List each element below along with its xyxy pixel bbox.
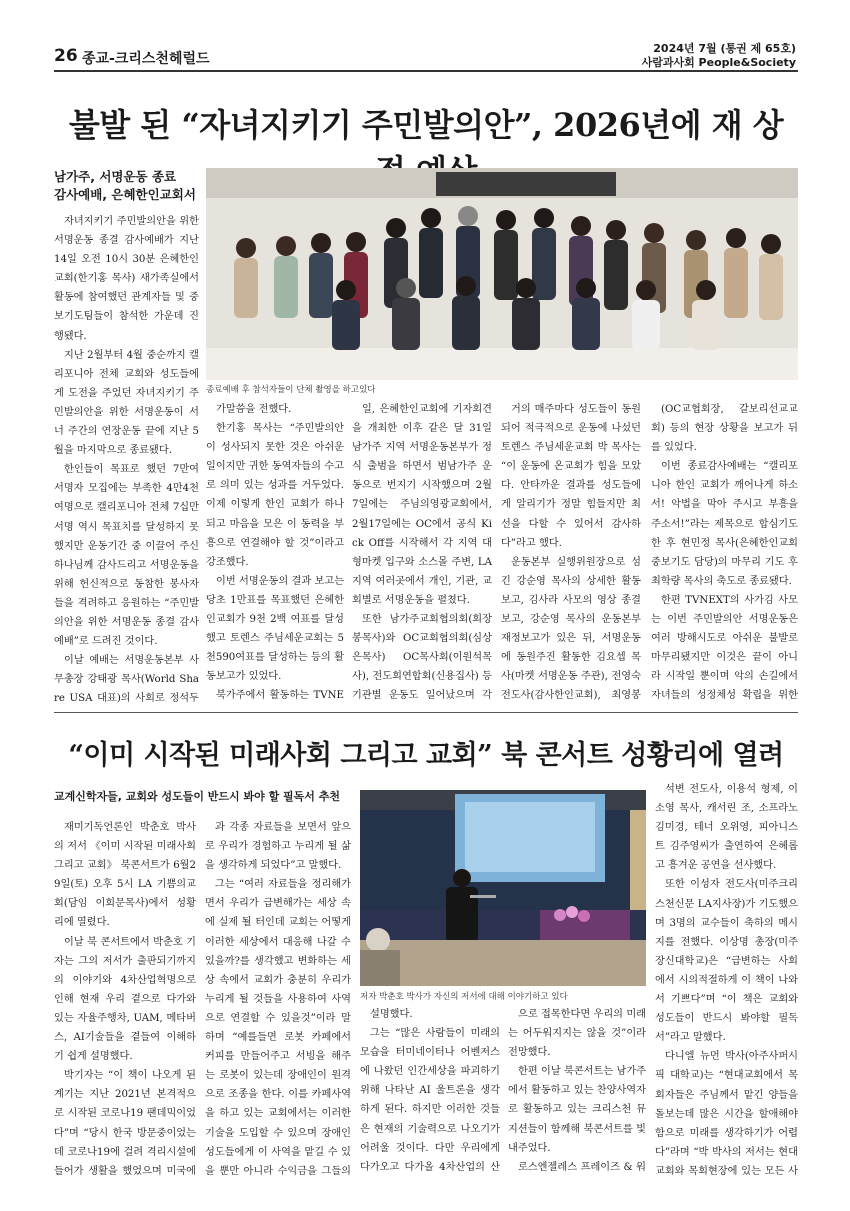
article1-subhead-line1: 남가주, 서명운동 종료 <box>54 169 177 184</box>
group-photo-illustration <box>206 168 798 380</box>
paragraph: 북가주에서 활동하는 TVNE <box>216 690 344 702</box>
article2-subhead: 교계신학자들, 교회와 성도들이 반드시 봐야 할 필독서 추천 <box>54 790 341 803</box>
article1-column-2 <box>206 400 344 704</box>
page-number: 26 <box>54 46 78 66</box>
paragraph: 또한 남가주교회협의회(회장 봉목사)와 OC교회협의회(심상은목사) OC목사회(이원석목사), 전도회연합회(신용집사) 등 기관별 운동도 일어났으며 각 <box>352 614 492 702</box>
article2-book-concert-photo <box>360 790 646 986</box>
section-title: 종교-크리스천헤럴드 <box>82 51 210 67</box>
paragraph: 이날 북 콘서트에서 박춘호 기자는 그의 저서가 출판되기까지의 이야기와 4차산업혁명으로 인해 현재 우리 곁으로 다가와 있는 자율주행차, UAM, 메타버스, AI기술들을 곁들여 이해하기 쉽게 설명했다. <box>54 936 196 1063</box>
paragraph: 한편 이날 북콘서트는 남가주에서 활동하고 있는 찬양사역자로 활동하고 있는 크리스천 뮤지션들이 함께해 북콘서트를 빛내주었다. <box>508 1066 646 1154</box>
article2-photo-caption: 저자 박춘호 박사가 자신의 저서에 대해 이야기하고 있다 <box>360 992 568 1002</box>
article1-subhead <box>54 168 204 204</box>
article1-group-photo <box>206 168 798 380</box>
article1-column-1 <box>54 212 199 704</box>
paragraph: 일, 은혜한인교회에 기자회견을 개최한 이후 같은 달 31일 남가주 지역 서명운동본부가 정식 출범을 하면서 범남가주 운동으로 번지기 시작했으며 2월7일에는 주님의영광교회에서, 2월17일에는 OC에서 공식 Kick Off를 시작해서 각 지역 대형마켓 입구와 소스몰 주변, LA지역 여러곳에서 개인, 기관, 교회별로 서명운동을 펼쳤다. <box>352 404 492 606</box>
article2-column-5 <box>655 780 798 1176</box>
article1-column-4 <box>501 400 641 704</box>
article1-column-3 <box>352 400 492 704</box>
paragraph: 한인들이 목표로 했던 7만여 서명자 모집에는 부족한 4만4천여명으로 캘리포니아 전체 7십만 서명 역시 목표치를 달성하지 못했지만 운동기간 중 이끌어 주신 하나님께 감사드리고 서명운동을 위해 헌신적으로 동참한 봉사자들을 격려하고 응원하는 “주민발의안을 위한 서명운동 종결 감사예배”로 드려진 것이다. <box>54 464 199 648</box>
article2-headline: “이미 시작된 미래사회 그리고 교회” 북 콘서트 성황리에 열려 <box>68 740 784 771</box>
issue-info <box>642 42 796 70</box>
paragraph: 한편 TVNEXT의 사가김 사모는 이번 주민발의안 서명운동은 여러 방해시도로 아쉬운 불발로 마무리됐지만 이것은 끝이 아니라 시작일 뿐이며 악의 손길에서 자녀들의 성정체성 확립을 위한 <box>651 594 798 702</box>
article2-column-2 <box>205 818 351 1176</box>
paragraph: 로스엔젤레스 프레이즈 & 워 <box>518 1161 646 1173</box>
header-rule <box>54 70 798 72</box>
paragraph: 재미기독언론인 박춘호 박사의 저서 《이미 시작된 미래사회 그리고 교회》 북콘서트가 6월29일(토) 오후 5시 LA 기쁨의교회(담임 이희문목사)에서 성황리에 열렸다. <box>54 822 196 929</box>
paragraph: 과 각종 자료들을 보면서 앞으로 우리가 경험하고 누리게 될 삶을 생각하게 되었다”고 말했다. <box>205 822 351 872</box>
paragraph: (OC교협회장, 갈보리선교교회) 등의 현장 상황을 보고가 뒤를 있었다. <box>651 404 798 454</box>
paragraph: 그는 “많은 사람들이 미래의 모습을 터미네이터나 어벤저스에 나왔던 인간세상을 파괴하기 위해 나타난 AI 울트론을 생각하게 된다. 하지만 이러한 것들은 현재의 기술력으로 나오기가 어려울 것이다. 다만 우리에게 다가오고 다가올 4차산업의 산 <box>360 1028 500 1173</box>
paragraph: 가말씀을 전했다. <box>216 404 292 415</box>
paragraph: 석변 전도사, 이용석 형제, 이소영 목사, 캐서린 조, 소프라노 김미경, 테너 오위영, 피아니스트 김주영씨가 출연하여 은혜롭고 흥겨운 공연을 선사했다. <box>655 784 798 872</box>
paragraph: 이번 종료감사예배는 “캘리포니아 한인 교회가 깨어나게 하소서! 악법을 막아 주시고 부흥을 주소서!”라는 제목으로 합심기도한 후 현민정 목사(은혜한인교회 중보기도 담당)의 마무리 기도 후 최학량 목사의 축도로 종료됐다. <box>651 461 798 587</box>
article1-photo-caption: 종료예배 후 참석자들이 단체 촬영을 하고있다 <box>206 385 376 395</box>
paragraph: 다니엘 뉴먼 박사(아주사퍼시픽 대학교)는 “현대교회에서 목회자들은 주님께서 맡긴 양들을 돌보는데 많은 시간을 할애해야 함으로 미래를 생각하기가 어렵다”라며 “박 박사의 저서는 현대 교회와 목회현장에 있는 모든 사 <box>655 1051 798 1176</box>
article2-column-3 <box>360 1005 500 1176</box>
article1-column-5 <box>651 400 798 704</box>
paragraph: 이날 예배는 서명운동본부 사무총장 강태광 목사(World Share USA 대표)의 사회로 정석두 <box>54 655 199 704</box>
paragraph: 또한 이성자 전도사(미주크리스천신문 LA지사장)가 기도했으며 3명의 교수들이 축하의 메시지를 전했다. 이상명 총장(미주장신대학교)은 “급변하는 사회에서 시의적절하게 이 책이 나와서 기쁘다”며 “이 책은 교회와 성도들이 반드시 봐야할 필독서”라고 말했다. <box>655 879 798 1044</box>
paragraph: 한기홍 목사는 “주민발의안이 성사되지 못한 것은 아쉬운 일이지만 귀한 동역자들의 수고로 의미 있는 성과를 거두었다. 이제 이렇게 한인 교회가 하나 되고 마음을 모은 이 동력을 부흥으로 연결해야 할 것”이라고 강조했다. <box>206 423 344 568</box>
paragraph: 으로 접목한다면 우리의 미래는 어두워지지는 않을 것”이라 전망했다. <box>508 1009 646 1059</box>
article2-column-4 <box>508 1005 646 1176</box>
paragraph: 그는 “여러 자료들을 정리해가면서 우리가 급변해가는 세상 속에 실제 될 터인데 교회는 어떻게 이러한 세상에서 대응해 나갈 수 있을까?를 생각했고 변화하는 세상 속에서 교회가 충분히 우리가 누리게 될 것들을 사용하여 사역으로 연결할 수 있을것”이라 말하며 “예를들면 로봇 카페에서 커피를 만들어주고 서빙을 해주는 로봇이 있는데 장애인이 원격으로 조종을 한다. 이를 카페사역을 하고 있는 교회에서는 이러한 기술을 도입할 수 있으며 장애인 성도들에게 이 사역을 맡길 수 있을 뿐만 아니라 수익금을 그들의 <box>205 879 351 1176</box>
article1-headline: 불발 된 “자녀지키기 주민발의안”, 2026년에 재 상 <box>68 106 784 144</box>
paragraph: 운동본부 실행위원장으로 섬긴 강순영 목사의 상세한 활동보고, 김사라 사모의 영상 종결 보고, 강순영 목사의 운동본부 재정보고가 있은 뒤, 서명운동에 동원주진 활동한 김요셉 목사(마켓 서명운동 주관), 전영숙 전도사(감사한인교회), 최영봉 <box>501 556 641 702</box>
paragraph: 이번 서명운동의 결과 보고는 당초 1만표를 목표했던 은혜한인교회가 9천 2백 여표를 달성했고 토렌스 주님세운교회는 5천590여표를 달성하는 등의 활동보고가 있었다. <box>206 575 344 683</box>
article1-subhead-line2: 감사예배, 은혜한인교회서 <box>54 187 196 202</box>
article-divider <box>54 712 798 713</box>
issue-date: 2024년 7월 (통권 제 65호) <box>653 42 796 55</box>
concert-photo-illustration <box>360 790 646 986</box>
paragraph: 박기자는 “이 책이 나오게 된 계기는 지난 2021년 본격적으로 시작된 코로나19 팬데믹이었다”며 “당시 한국 방문중이었는데 코로나19에 걸려 격리시설에 들어가 생활을 했었으며 미국에 <box>54 1070 196 1176</box>
paragraph: 지난 2월부터 4월 중순까지 캘리포니아 전체 교회와 성도들에게 도전을 주었던 자녀지키기 주민발의안을 위한 서명운동이 서너 주간의 연장운동 끝에 지난 5월을 마지막으로 종료됐다. <box>54 349 199 457</box>
publication-name: 사람과사회 People&Society <box>641 56 796 69</box>
article2-column-1 <box>54 818 196 1176</box>
paragraph: 설명했다. <box>370 1009 413 1020</box>
paragraph: 자녀지키기 주민발의안을 위한 서명운동 종결 감사예배가 지난 14일 오전 10시 30분 은혜한인교회(한기홍 목사) 새가족실에서 활동에 참여했던 관계자들 및 중보기도팀들이 참석한 가운데 진행됐다. <box>54 216 199 342</box>
paragraph: 거의 매주마다 성도들이 동원되어 적극적으로 운동에 나섰던 토렌스 주님세운교회 박 목사는 “이 운동에 온교회가 힘을 모았다. 안타까운 결과를 성도들에게 알리기가 정말 힘들지만 최선을 다할 수 있어서 감사하다”라고 했다. <box>501 404 641 549</box>
